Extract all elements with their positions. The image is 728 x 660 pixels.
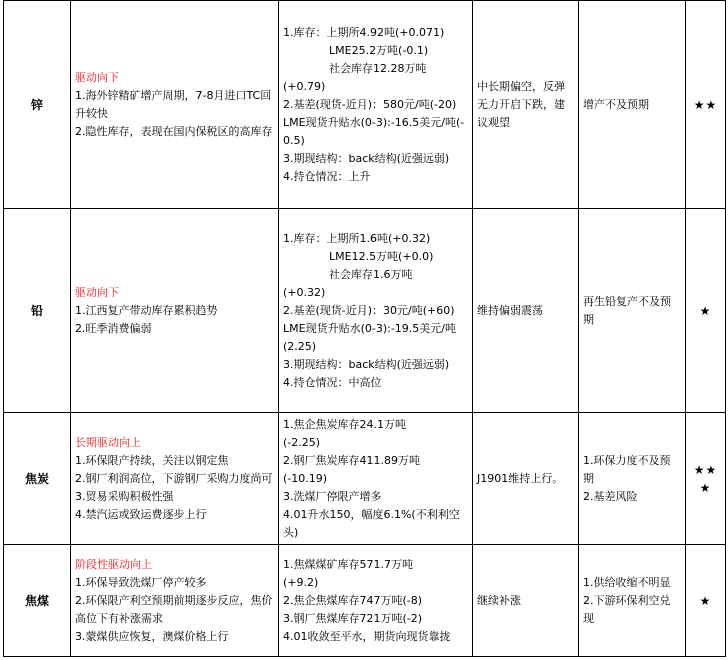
rating-stars: ★ xyxy=(686,545,726,657)
fundamental-line: 社会库存12.28万吨 xyxy=(329,61,427,75)
fundamentals-cell xyxy=(279,1,473,209)
driver-heading: 长期驱动向上 xyxy=(75,435,141,449)
risk-cell: 增产不及预期 xyxy=(579,1,686,209)
drivers-cell xyxy=(71,545,279,657)
driver-item: 1.江西复产带动库存累积趋势 xyxy=(75,303,218,317)
driver-heading: 阶段性驱动向上 xyxy=(75,557,152,571)
driver-item: 2.环保限产利空预期前期逐步反应，焦价高位下有补涨需求 xyxy=(75,593,273,625)
drivers-cell xyxy=(71,209,279,413)
driver-item: 2.钢厂利润高位，下游钢厂采购力度尚可 xyxy=(75,471,273,485)
table-row-coke xyxy=(4,413,726,545)
fundamental-line: (+9.2) xyxy=(283,575,319,589)
driver-item: 3.蒙煤供应恢复，澳煤价格上行 xyxy=(75,629,229,643)
fundamental-line: LME现货升贴水(0-3):-16.5美元/吨(-0.5) xyxy=(283,115,465,147)
fundamental-line: 2.钢厂焦炭库存411.89万吨 xyxy=(283,453,420,467)
fundamentals-cell xyxy=(279,413,473,545)
drivers-cell xyxy=(71,413,279,545)
risk-cell: 再生铅复产不及预期 xyxy=(579,209,686,413)
driver-item: 3.贸易采购积极性强 xyxy=(75,489,174,503)
driver-heading: 驱动向下 xyxy=(75,70,119,84)
fundamental-line: 2.焦企焦煤库存747万吨(-8) xyxy=(283,593,423,607)
driver-item: 1.海外锌精矿增产周期，7-8月进口TC回升较快 xyxy=(75,88,272,120)
fundamental-line: 社会库存1.6万吨 xyxy=(329,267,413,281)
table-row-lead xyxy=(4,209,726,413)
fundamental-line: 4.持仓情况：中高位 xyxy=(283,375,382,389)
driver-item: 2.隐性库存，表现在国内保税区的高库存 xyxy=(75,124,273,138)
driver-heading: 驱动向下 xyxy=(75,285,119,299)
driver-item: 4.禁汽运或致运费逐步上行 xyxy=(75,507,207,521)
fundamental-line: 1.焦煤煤矿库存571.7万吨 xyxy=(283,557,413,571)
rating-stars: ★★ xyxy=(686,1,726,209)
fundamental-line: (+0.79) xyxy=(283,79,326,93)
view-cell: 维持偏弱震荡 xyxy=(473,209,579,413)
commodity-analysis-table xyxy=(3,0,726,657)
driver-item: 1.环保限产持续，关注以钢定焦 xyxy=(75,453,229,467)
table-row-coking-coal xyxy=(4,545,726,657)
driver-item: 2.旺季消费偏弱 xyxy=(75,321,152,335)
risk-cell: 1.环保力度不及预期 2.基差风险 xyxy=(579,413,686,545)
fundamental-line: 3.期现结构：back结构(近强远弱) xyxy=(283,151,450,165)
view-cell: 继续补涨 xyxy=(473,545,579,657)
driver-item: 1.环保导致洗煤厂停产较多 xyxy=(75,575,207,589)
view-cell: J1901维持上行。 xyxy=(473,413,579,545)
rating-stars: ★ xyxy=(686,209,726,413)
fundamental-line: 3.钢厂焦煤库存721万吨(-2) xyxy=(283,611,423,625)
fundamental-line: LME12.5万吨(+0.0) xyxy=(329,249,434,263)
fundamental-line: (-10.19) xyxy=(283,471,328,485)
commodity-name: 焦炭 xyxy=(4,413,71,545)
fundamental-line: 3.期现结构：back结构(近强远弱) xyxy=(283,357,450,371)
drivers-cell xyxy=(71,1,279,209)
fundamental-line: 4.01升水150，幅度6.1%(不利利空头) xyxy=(283,507,460,539)
fundamental-line: (+0.32) xyxy=(283,285,326,299)
fundamental-line: 4.01收敛至平水，期货向现货靠拢 xyxy=(283,629,451,643)
commodity-name: 锌 xyxy=(4,1,71,209)
risk-cell: 1.供给收缩不明显 2.下游环保利空兑现 xyxy=(579,545,686,657)
table-row-zinc xyxy=(4,1,726,209)
fundamental-line: LME25.2万吨(-0.1) xyxy=(329,43,429,57)
fundamental-line: 2.基差(现货-近月)：30元/吨(+60) xyxy=(283,303,455,317)
commodity-name: 铅 xyxy=(4,209,71,413)
fundamental-line: 1.焦企焦炭库存24.1万吨 xyxy=(283,417,406,431)
fundamental-line: 4.持仓情况：上升 xyxy=(283,169,371,183)
rating-stars: ★★★ xyxy=(686,413,726,545)
fundamental-line: LME现货升贴水(0-3):-19.5美元/吨(2.25) xyxy=(283,321,456,353)
commodity-name: 焦煤 xyxy=(4,545,71,657)
view-cell: 中长期偏空，反弹无力开启下跌，建议观望 xyxy=(473,1,579,209)
fundamental-line: 1.库存：上期所1.6吨(+0.32) xyxy=(283,231,431,245)
fundamental-line: 2.基差(现货-近月)：580元/吨(-20) xyxy=(283,97,457,111)
fundamental-line: (-2.25) xyxy=(283,435,321,449)
fundamentals-cell xyxy=(279,209,473,413)
fundamental-line: 1.库存：上期所4.92吨(+0.071) xyxy=(283,25,445,39)
fundamentals-cell xyxy=(279,545,473,657)
fundamental-line: 3.洗煤厂停限产增多 xyxy=(283,489,382,503)
